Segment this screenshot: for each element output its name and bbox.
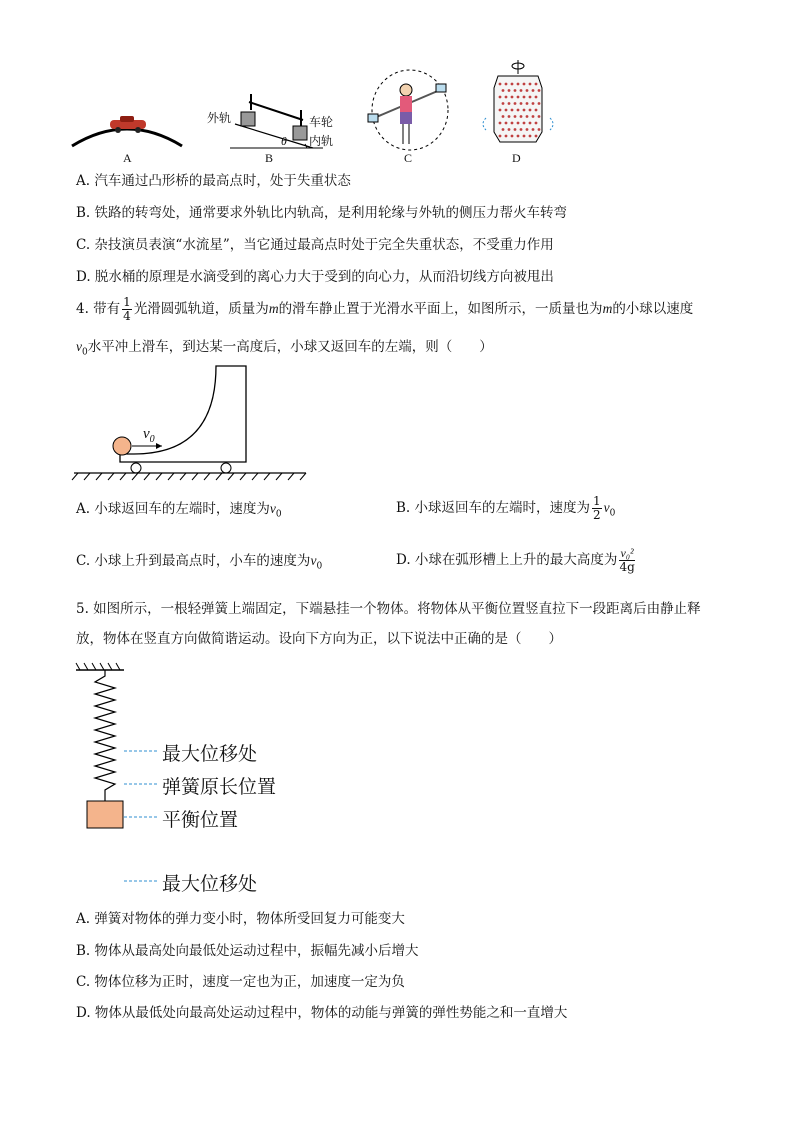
drum-hole <box>499 109 502 112</box>
drum-hole <box>535 122 538 125</box>
label-max-displacement-bottom: 最大位移处 <box>162 873 258 895</box>
drum-hole <box>538 115 541 118</box>
q5-option-b: B. 物体从最高处向最低处运动过程中，振幅先减小后增大 <box>76 943 419 959</box>
q3-option-d: D. 脱水桶的原理是水滴受到的离心力大于受到的向心力，从而沿切线方向被甩出 <box>76 269 554 285</box>
drum-hole <box>532 128 535 131</box>
drum-hole <box>532 102 535 105</box>
label-equilibrium: 平衡位置 <box>162 809 239 831</box>
cart-track-diagram <box>70 362 310 484</box>
hanging-block <box>87 801 123 828</box>
spring-coil <box>95 670 115 801</box>
drum-hole <box>538 102 541 105</box>
figure-d <box>478 58 558 150</box>
drum-hole <box>499 122 502 125</box>
label-inner-rail: 内轨 <box>309 134 334 148</box>
caption-b: B <box>265 151 274 165</box>
q4-option-b: B. 小球返回车的左端时，速度为 $\frac{1}{2}$ $v_0$ <box>396 494 616 522</box>
drum-hole <box>499 83 502 86</box>
label-outer-rail: 外轨 <box>207 111 232 125</box>
spin-dryer-diagram <box>478 58 558 150</box>
q4-option-c: C. 小球上升到最高点时，小车的速度为$v_0$ <box>76 553 323 572</box>
drum-hole <box>505 96 508 99</box>
caption-a: A <box>123 151 132 165</box>
drum-hole <box>502 128 505 131</box>
drum-hole <box>511 109 514 112</box>
drum-hole <box>517 122 520 125</box>
drum-hole <box>508 128 511 131</box>
drum-hole <box>514 128 517 131</box>
half-fraction: $\frac{1}{2}$ <box>593 494 601 522</box>
drum-hole <box>538 128 541 131</box>
drum-hole <box>523 122 526 125</box>
drum-hole <box>535 83 538 86</box>
velocity-label: $v_0$ <box>143 426 155 445</box>
drum-hole <box>517 96 520 99</box>
drum-hole <box>508 89 511 92</box>
q4-option-d: D. 小球在弧形槽上上升的最大高度为 $\frac{\text{v₀²}}{4g}$ <box>396 546 635 574</box>
drum-hole <box>535 135 538 138</box>
figure-c <box>362 66 458 154</box>
label-max-displacement-top: 最大位移处 <box>162 743 258 765</box>
drum-hole <box>520 128 523 131</box>
drum-hole <box>529 135 532 138</box>
drum-hole <box>511 135 514 138</box>
caption-d: D <box>512 151 521 165</box>
q5-option-c: C. 物体位移为正时，速度一定也为正，加速度一定为负 <box>76 974 405 990</box>
label-natural-length: 弹簧原长位置 <box>162 776 277 798</box>
caption-c: C <box>404 151 413 165</box>
drum-hole <box>529 122 532 125</box>
drum-hole <box>517 109 520 112</box>
drum-hole <box>505 135 508 138</box>
drum-hole <box>520 89 523 92</box>
q3-option-b: B. 铁路的转弯处，通常要求外轨比内轨高，是利用轮缘与外轨的侧压力帮火车转弯 <box>76 205 568 221</box>
drum-hole <box>526 89 529 92</box>
drum-hole <box>511 96 514 99</box>
q5-stem-line1: 5. 如图所示，一根轻弹簧上端固定，下端悬挂一个物体。将物体从平衡位置竖直拉下一段距离后由静止释 <box>76 601 701 617</box>
drum-hole <box>535 96 538 99</box>
q3-option-a: A. 汽车通过凸形桥的最高点时，处于失重状态 <box>76 173 351 189</box>
drum-hole <box>523 135 526 138</box>
drum-hole <box>523 96 526 99</box>
q4-stem-line1: 4. 带有 $\frac{1}{4}$ 光滑圆弧轨道，质量为m的滑车静止置于光滑水平面上，如图所示，一质量也为m的小球以速度 <box>76 295 694 323</box>
drum-hole <box>502 115 505 118</box>
quarter-fraction: $\frac{1}{4}$ <box>123 295 131 323</box>
drum-hole <box>505 83 508 86</box>
drum-hole <box>538 89 541 92</box>
drum-hole <box>535 109 538 112</box>
drum-hole <box>529 96 532 99</box>
drum-hole <box>520 102 523 105</box>
q5-stem-line2: 放，物体在竖直方向做简谐运动。设向下方向为正，以下说法中正确的是（ ） <box>76 631 562 647</box>
q4-option-a: A. 小球返回车的左端时，速度为$v_0$ <box>76 501 282 520</box>
drum-hole <box>508 102 511 105</box>
drum-hole <box>517 83 520 86</box>
q4-stem-line2: $v_0$水平冲上滑车，到达某一高度后，小球又返回车的左端，则（ ） <box>76 339 493 358</box>
cart-figure <box>70 362 310 484</box>
drum-hole <box>526 128 529 131</box>
drum-hole <box>511 122 514 125</box>
q5-option-d: D. 物体从最低处向最高处运动过程中，物体的动能与弹簧的弹性势能之和一直增大 <box>76 1005 568 1021</box>
drum-hole <box>523 83 526 86</box>
label-wheel: 车轮 <box>309 115 334 129</box>
q5-option-a: A. 弹簧对物体的弹力变小时，物体所受回复力可能变大 <box>76 911 405 927</box>
drum-hole <box>514 89 517 92</box>
drum-hole <box>532 89 535 92</box>
drum-hole <box>532 115 535 118</box>
drum-hole <box>517 135 520 138</box>
height-fraction: $\frac{\text{v₀²}}{4g}$ <box>619 546 635 574</box>
drum-hole <box>520 115 523 118</box>
drum-hole <box>514 102 517 105</box>
drum-hole <box>499 96 502 99</box>
spring-dash-lines <box>120 740 162 890</box>
drum-hole <box>505 109 508 112</box>
drum-hole <box>523 109 526 112</box>
drum-hole <box>514 115 517 118</box>
q3-option-c: C. 杂技演员表演“水流星”，当它通过最高点时处于完全失重状态，不受重力作用 <box>76 237 554 253</box>
drum-hole <box>526 115 529 118</box>
drum-hole <box>505 122 508 125</box>
drum-hole <box>499 135 502 138</box>
drum-hole <box>502 102 505 105</box>
drum-hole <box>508 115 511 118</box>
drum-hole <box>502 89 505 92</box>
drum-hole <box>526 102 529 105</box>
drum-hole <box>511 83 514 86</box>
water-meteor-diagram <box>362 66 458 154</box>
drum-hole <box>529 83 532 86</box>
drum-hole <box>529 109 532 112</box>
label-theta: θ <box>281 134 287 148</box>
ball-icon <box>113 437 131 455</box>
